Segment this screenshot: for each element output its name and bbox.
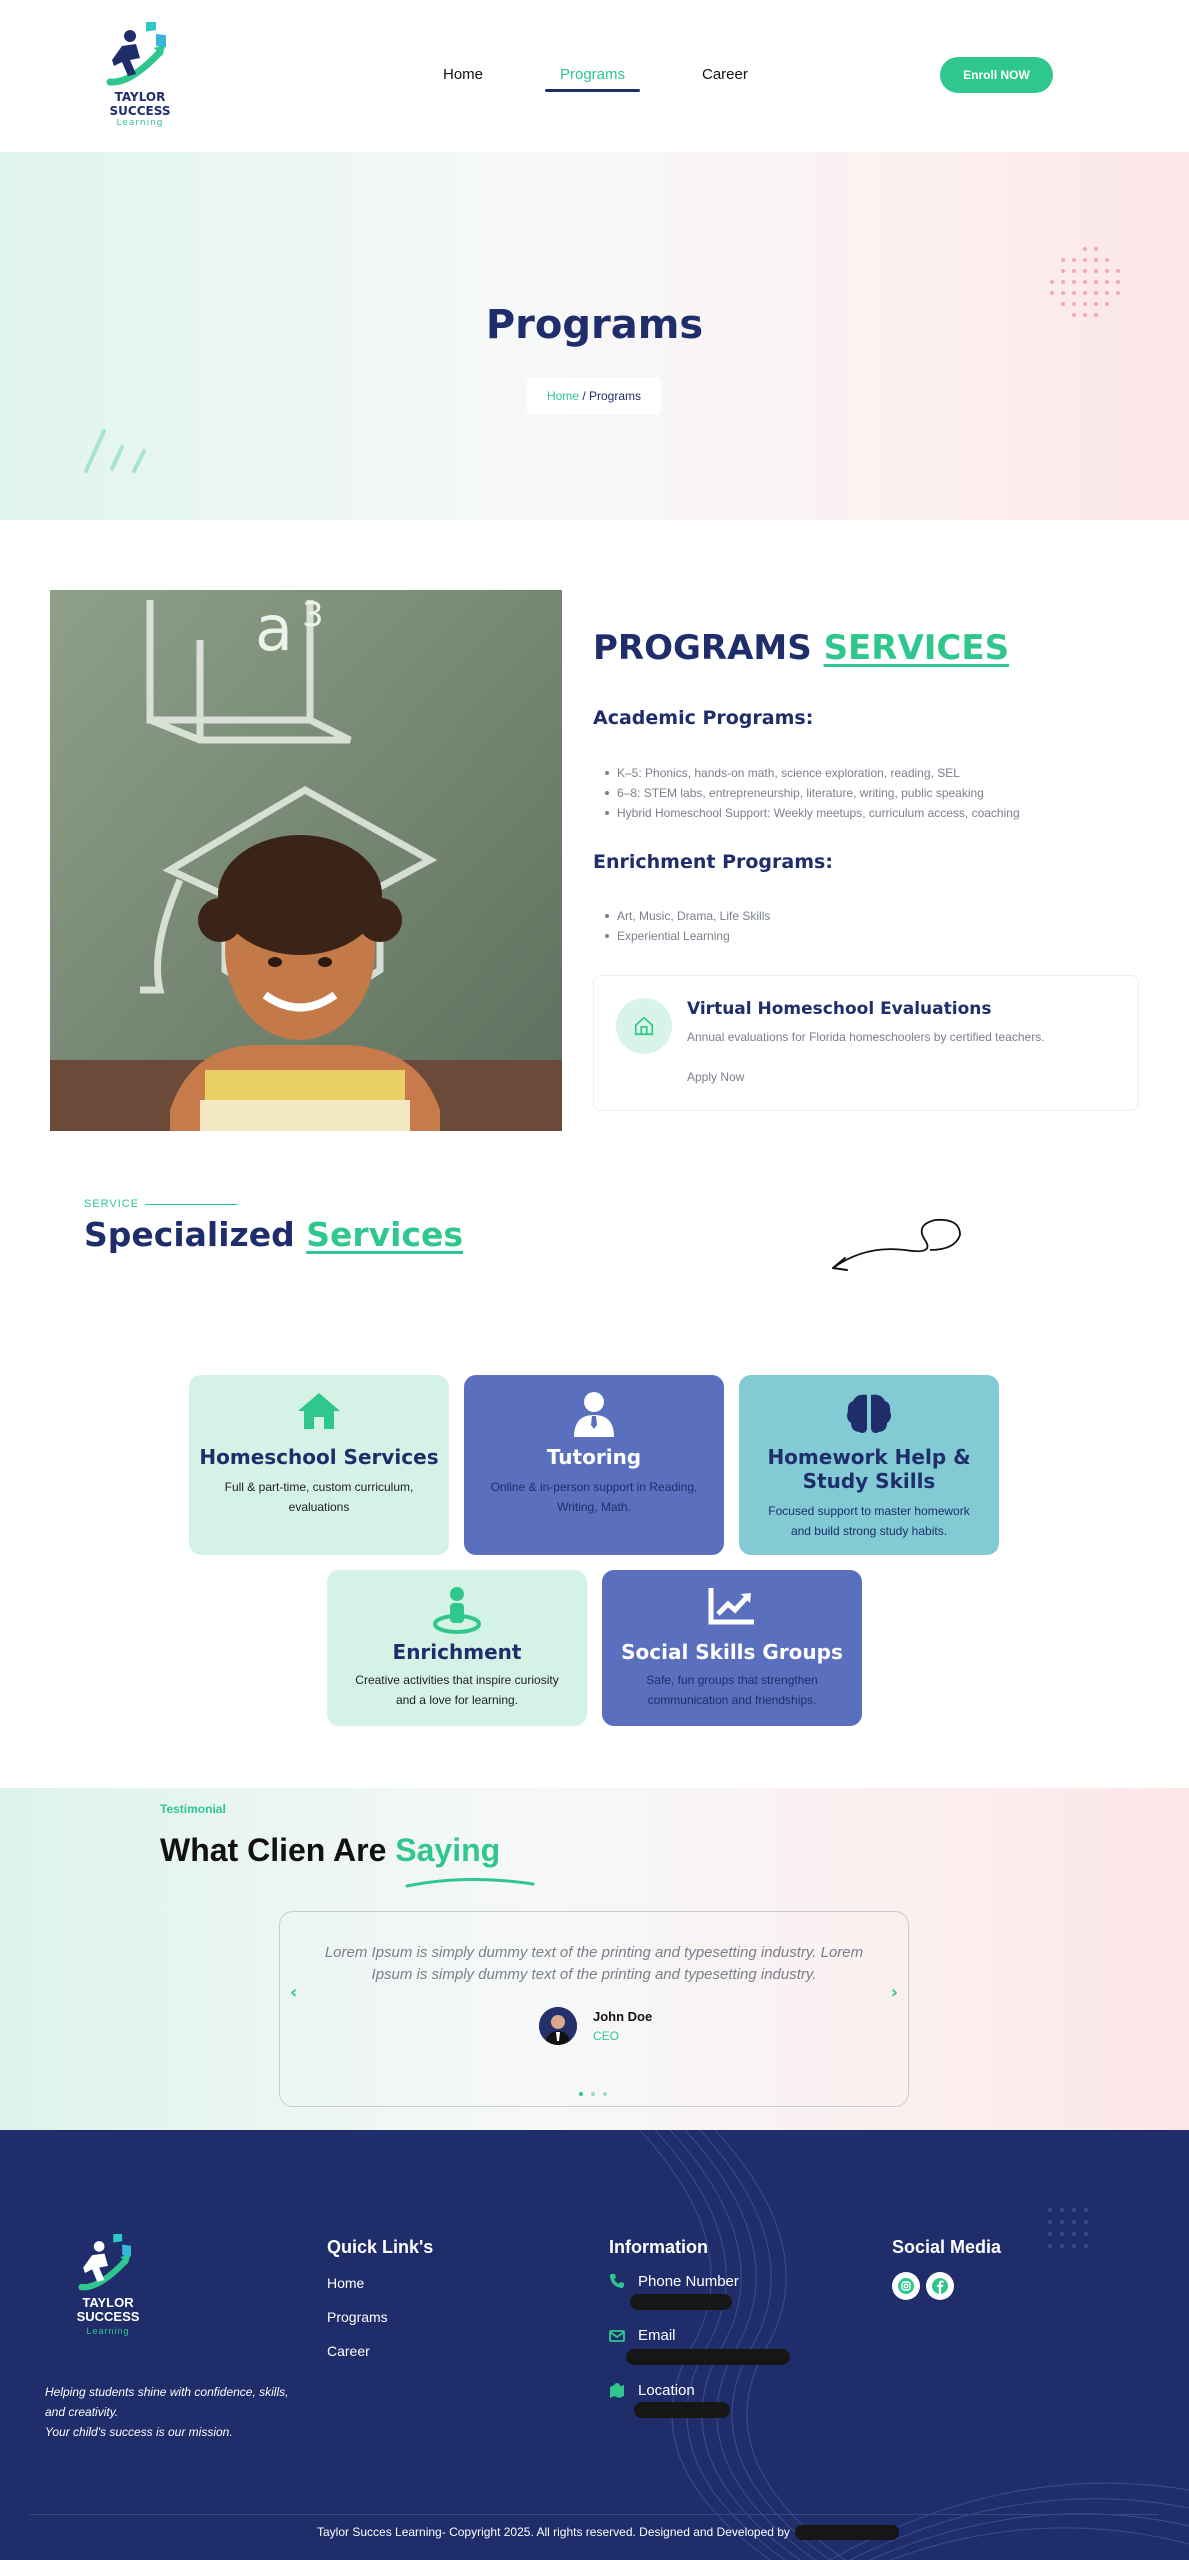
footer-tagline (45, 2382, 305, 2442)
email-value-redacted[interactable] (626, 2349, 790, 2365)
social-media-heading: Social Media (892, 2237, 1002, 2257)
site-footer (0, 2130, 1189, 2560)
decorative-dot (1105, 291, 1109, 295)
copyright-text (317, 2525, 899, 2540)
footer-link-programs[interactable]: Programs (327, 2309, 388, 2325)
phone-icon (609, 2273, 625, 2289)
title-underline-swoosh (405, 1874, 535, 1890)
decorative-dot (1061, 269, 1065, 273)
service-card-enrichment[interactable] (327, 1570, 587, 1726)
testimonial-next-arrow[interactable]: › (890, 1982, 898, 2003)
service-card-desc: Safe, fun groups that strengthen communication and friendships. (646, 1673, 818, 1707)
logo-subtext: Learning (116, 118, 164, 128)
programs-title-part1: PROGRAMS (593, 628, 824, 668)
testimonial-author-role: CEO (593, 2029, 620, 2043)
decorative-dot (1116, 280, 1120, 284)
footer-logo-text: TAYLOR SUCCESS (76, 2295, 140, 2324)
testimonial-tag: Testimonial (160, 1802, 226, 1816)
decorative-dot (1083, 280, 1087, 284)
house-icon (189, 1391, 449, 1431)
decorative-dot (1094, 280, 1098, 284)
enroll-now-button[interactable]: Enroll NOW (940, 57, 1053, 93)
service-card-desc: Focused support to master homework and build strong study habits. (768, 1504, 970, 1538)
decorative-dot (1050, 280, 1054, 284)
page-title: Programs (485, 302, 704, 348)
services-tag: SERVICE (84, 1198, 140, 1210)
page-hero (0, 152, 1189, 520)
breadcrumb-home-link[interactable]: Home (546, 389, 579, 403)
decorative-dot (1105, 280, 1109, 284)
decorative-dot (1083, 247, 1087, 251)
location-label: Location (638, 2382, 695, 2399)
decorative-dot (1094, 291, 1098, 295)
carousel-dot[interactable] (579, 2092, 583, 2096)
footer-tagline-line1: Helping students shine with confidence, skills, and creativity. (45, 2385, 289, 2419)
site-header (0, 0, 1189, 152)
service-card-desc: Full & part-time, custom curriculum, evaluations (224, 1480, 414, 1514)
testimonial-quote: Lorem Ipsum is simply dummy text of the printing and typesetting industry. Lorem Ipsum is simply dummy text of the printing and typesetting industry. (324, 1944, 864, 1983)
decorative-dot (1061, 258, 1065, 262)
virtual-evaluation-title: Virtual Homeschool Evaluations (687, 999, 992, 1019)
service-card-title: Tutoring (546, 1445, 642, 1469)
decorative-dot (1094, 269, 1098, 273)
nav-programs[interactable]: Programs (560, 66, 626, 83)
person-tie-icon (464, 1391, 724, 1437)
decorative-dot (1072, 269, 1076, 273)
svg-text:3: 3 (302, 595, 324, 635)
list-item: Experiential Learning (617, 926, 770, 946)
quick-links-heading: Quick Link's (327, 2237, 434, 2257)
facebook-icon[interactable] (926, 2272, 954, 2300)
academic-programs-list (617, 763, 1020, 823)
chart-icon (602, 1586, 862, 1626)
decorative-dot (1072, 291, 1076, 295)
nav-home[interactable]: Home (443, 66, 484, 83)
decorative-dot (1061, 280, 1065, 284)
decorative-dot (1094, 258, 1098, 262)
service-card-title: Enrichment (392, 1640, 522, 1664)
footer-logo-subtext: Learning (86, 2326, 130, 2336)
programs-title-highlight: SERVICES (823, 628, 1010, 668)
student-photo (50, 590, 562, 1131)
testimonial-title-highlight: Saying (395, 1832, 501, 1868)
copyright-label: Taylor Succes Learning- Copyright 2025. All rights reserved. Designed and Developed by (317, 2525, 790, 2539)
decorative-slashes (82, 427, 152, 487)
decorative-dot (1105, 258, 1109, 262)
email-label: Email (638, 2327, 676, 2344)
service-card-desc: Online & in-person support in Reading, Writing, Math. (490, 1480, 698, 1514)
brain-icon (739, 1391, 999, 1435)
services-tag-line (145, 1204, 237, 1205)
svg-text:a: a (255, 592, 293, 665)
decorative-wave-lines (630, 2130, 1189, 2560)
logo-text: TAYLOR SUCCESS (109, 90, 171, 118)
decorative-dot (1083, 258, 1087, 262)
footer-divider (30, 2514, 1159, 2515)
active-nav-indicator (545, 89, 640, 92)
list-item: 6–8: STEM labs, entrepreneurship, literature, writing, public speaking (617, 783, 1020, 803)
testimonial-title (160, 1832, 500, 1869)
student-photo-illustration (50, 590, 562, 1131)
location-value-redacted[interactable] (634, 2402, 730, 2418)
breadcrumb-current: Programs (589, 389, 642, 403)
testimonial-author-name: John Doe (593, 2009, 653, 2024)
services-title (84, 1215, 463, 1254)
nav-career[interactable]: Career (702, 66, 748, 83)
services-title-highlight: Services (306, 1215, 464, 1254)
decorative-dot (1094, 247, 1098, 251)
instagram-icon[interactable] (892, 2272, 920, 2300)
footer-tagline-line2: Your child's success is our mission. (45, 2425, 233, 2439)
academic-programs-heading: Academic Programs: (593, 707, 814, 729)
phone-label: Phone Number (638, 2273, 739, 2290)
decorative-dot (1083, 291, 1087, 295)
virtual-evaluation-card (593, 975, 1139, 1111)
testimonial-title-part1: What Clien Are (160, 1832, 396, 1868)
service-card-title: Homework Help & Study Skills (767, 1445, 971, 1493)
logo-mark-icon (100, 22, 180, 92)
service-card-title: Social Skills Groups (621, 1640, 843, 1664)
carousel-dot[interactable] (603, 2092, 607, 2096)
decorative-dot (1105, 269, 1109, 273)
service-card-homework[interactable] (739, 1375, 999, 1555)
decorative-dot (1116, 291, 1120, 295)
list-item: Hybrid Homeschool Support: Weekly meetups, curriculum access, coaching (617, 803, 1020, 823)
list-item: Art, Music, Drama, Life Skills (617, 906, 770, 926)
logo-mark-icon (72, 2234, 144, 2296)
service-card-tutoring[interactable] (464, 1375, 724, 1555)
person-pin-icon (327, 1586, 587, 1634)
carousel-pagination (579, 2092, 607, 2096)
breadcrumb (527, 377, 661, 415)
virtual-evaluation-desc: Annual evaluations for Florida homeschoolers by certified teachers. (687, 1030, 1045, 1044)
decorative-dot (1072, 258, 1076, 262)
services-title-part1: Specialized (84, 1215, 307, 1254)
location-map-icon (609, 2382, 625, 2398)
information-heading: Information (609, 2237, 708, 2257)
footer-link-career[interactable]: Career (327, 2343, 370, 2359)
decorative-dot (1116, 269, 1120, 273)
testimonial-card (279, 1911, 909, 2107)
programs-services-title (593, 628, 1009, 668)
brand-logo[interactable] (100, 22, 180, 130)
decorative-dot (1061, 291, 1065, 295)
decorative-dot (1072, 280, 1076, 284)
enrichment-programs-heading: Enrichment Programs: (593, 851, 833, 873)
service-card-title: Homeschool Services (199, 1445, 439, 1469)
phone-value-redacted[interactable] (630, 2294, 732, 2310)
service-card-homeschool[interactable] (189, 1375, 449, 1555)
service-card-desc: Creative activities that inspire curiosity and a love for learning. (355, 1673, 559, 1707)
enrichment-programs-list (617, 906, 770, 946)
testimonial-prev-arrow[interactable]: ‹ (290, 1982, 298, 2003)
testimonial-section (0, 1788, 1189, 2130)
email-icon (609, 2328, 625, 2344)
apply-now-link[interactable]: Apply Now (687, 1070, 745, 1084)
decorative-dot (1050, 291, 1054, 295)
developer-link-redacted[interactable] (795, 2525, 899, 2540)
carousel-dot[interactable] (591, 2092, 595, 2096)
service-card-social-skills[interactable] (602, 1570, 862, 1726)
avatar (539, 2007, 577, 2045)
footer-link-home[interactable]: Home (327, 2275, 365, 2291)
list-item: K–5: Phonics, hands-on math, science exploration, reading, SEL (617, 763, 1020, 783)
footer-logo[interactable] (72, 2234, 144, 2338)
breadcrumb-separator: / (578, 389, 589, 403)
decorative-dot (1083, 269, 1087, 273)
curly-arrow-icon (825, 1210, 965, 1280)
home-outline-icon (616, 998, 672, 1054)
